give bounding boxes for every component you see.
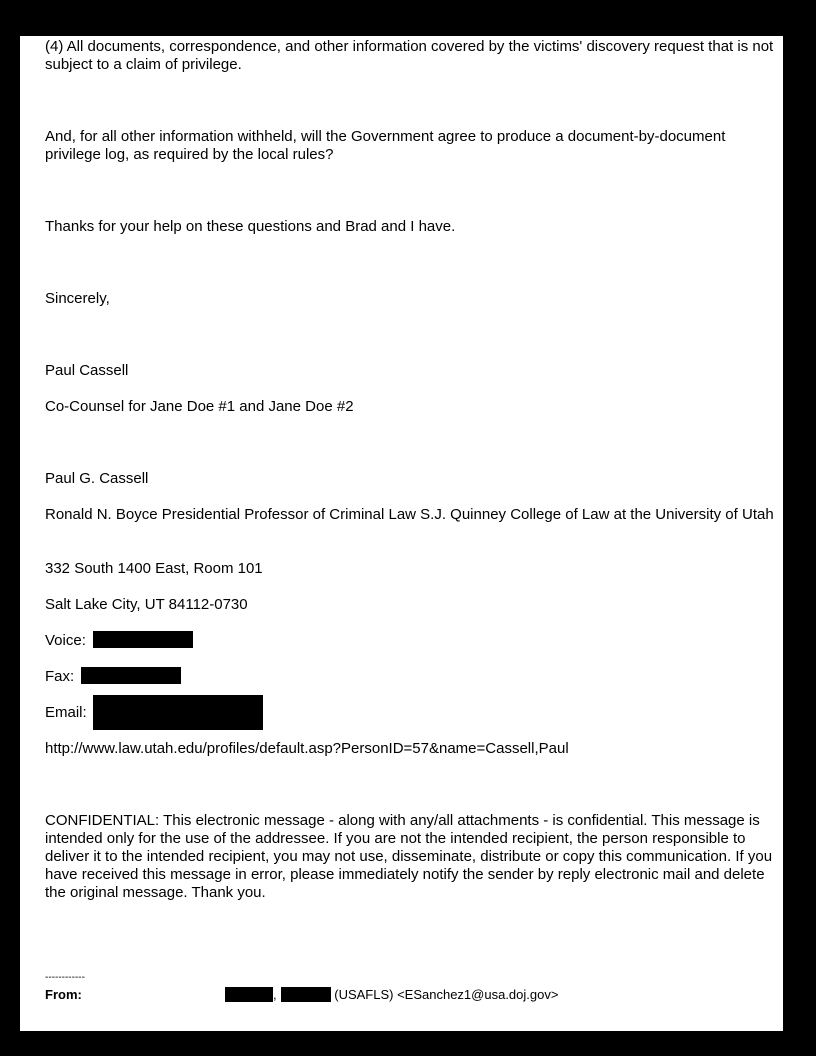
from-label: From: bbox=[45, 987, 82, 1002]
profile-url: http://www.law.utah.edu/profiles/default.asp?PersonID=57&name=Cassell,Paul bbox=[45, 740, 569, 757]
email-label: Email: bbox=[45, 704, 87, 721]
fax-label: Fax: bbox=[45, 668, 75, 685]
signature-full-name: Paul G. Cassell bbox=[45, 470, 149, 487]
closing-line: Sincerely, bbox=[45, 290, 110, 307]
signature-name: Paul Cassell bbox=[45, 362, 129, 379]
forward-separator: ------------ bbox=[45, 972, 85, 983]
fax-redaction bbox=[81, 667, 181, 684]
address-line-2: Salt Lake City, UT 84112-0730 bbox=[45, 596, 248, 613]
email-redaction bbox=[93, 695, 263, 730]
address-line-1: 332 South 1400 East, Room 101 bbox=[45, 560, 263, 577]
document-page bbox=[20, 36, 783, 1031]
signature-role: Co-Counsel for Jane Doe #1 and Jane Doe #2 bbox=[45, 398, 354, 415]
from-last-name-redaction bbox=[281, 987, 331, 1002]
from-tail: (USAFLS) <ESanchez1@usa.doj.gov> bbox=[330, 987, 559, 1002]
confidentiality-notice: CONFIDENTIAL: This electronic message - along with any/all attachments - is confidential. This message is intended only for the use of the addressee. If you are not the intended recipient, the person responsible to deliver it to the intended recipient, you may not use, disseminate, distribute or copy this communication. If you have received this message in error, please immediately notify the sender by reply electronic mail and delete the original message. Thank you. bbox=[45, 812, 773, 901]
voice-redaction bbox=[93, 631, 193, 648]
from-first-name-redaction bbox=[225, 987, 273, 1002]
item-4-paragraph: (4) All documents, correspondence, and other information covered by the victims' discovery request that is not subject to a claim of privilege. bbox=[45, 38, 774, 73]
signature-title: Ronald N. Boyce Presidential Professor of Criminal Law S.J. Quinney College of Law at the University of Utah bbox=[45, 506, 774, 523]
thanks-paragraph: Thanks for your help on these questions and Brad and I have. bbox=[45, 218, 456, 235]
from-comma: , bbox=[273, 987, 277, 1002]
voice-label: Voice: bbox=[45, 632, 86, 649]
from-value bbox=[225, 987, 558, 1003]
privilege-log-paragraph: And, for all other information withheld, will the Government agree to produce a document-by-document privilege log, as required by the local rules? bbox=[45, 128, 726, 163]
